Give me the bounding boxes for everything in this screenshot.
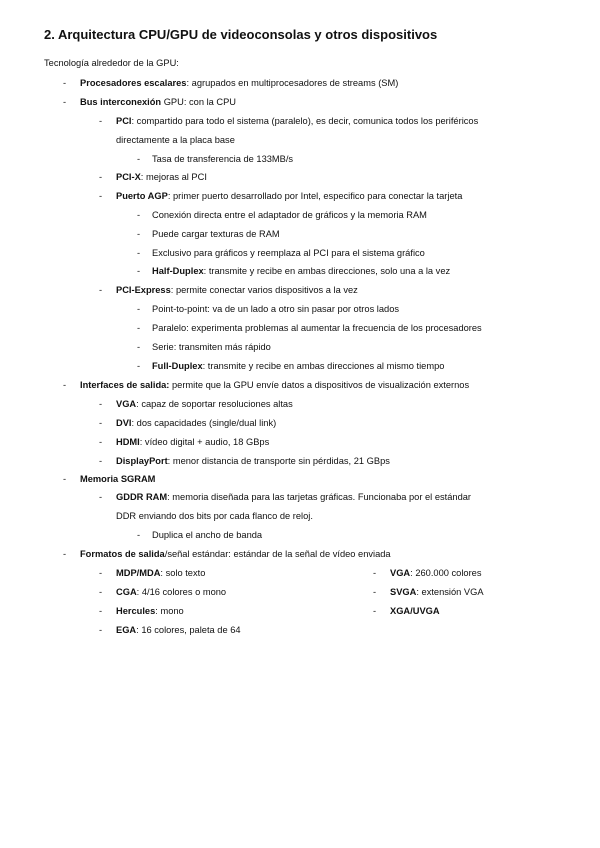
bullet: -	[63, 380, 67, 390]
list-item-output-formats: Formatos de salida/señal estándar: estándar de la señal de vídeo enviada	[80, 549, 391, 559]
list-item-processors: Procesadores escalares: agrupados en multiprocesadores de streams (SM)	[80, 78, 399, 88]
list-item-agp-3: Exclusivo para gráficos y reemplaza al PCI para el sistema gráfico	[152, 248, 425, 258]
bullet: -	[373, 568, 377, 578]
bullet: -	[99, 568, 103, 578]
list-item-gddr-continued: DDR enviando dos bits por cada flanco de reloj.	[116, 511, 313, 521]
list-item-pci-rate: Tasa de transferencia de 133MB/s	[152, 154, 294, 164]
bullet: -	[137, 530, 141, 540]
bullet: -	[99, 437, 103, 447]
bullet: -	[63, 474, 67, 484]
list-item-agp: Puerto AGP: primer puerto desarrollado por Intel, especifico para conectar la tarjeta	[116, 191, 463, 201]
bullet: -	[373, 606, 377, 616]
list-item-hdmi: HDMI: vídeo digital + audio, 18 GBps	[116, 437, 270, 447]
list-item-pcie-4: Full-Duplex: transmite y recibe en ambas direcciones al mismo tiempo	[152, 361, 445, 371]
bullet: -	[137, 323, 141, 333]
list-item-vga: VGA: capaz de soportar resoluciones altas	[116, 399, 293, 409]
bullet: -	[99, 399, 103, 409]
bullet: -	[137, 304, 141, 314]
bullet: -	[99, 285, 103, 295]
bullet: -	[137, 266, 141, 276]
bullet: -	[99, 625, 103, 635]
bullet: -	[99, 492, 103, 502]
list-item-svga: SVGA: extensión VGA	[390, 587, 484, 597]
list-item-pci-continued: directamente a la placa base	[116, 135, 235, 145]
list-item-mdp: MDP/MDA: solo texto	[116, 568, 206, 578]
bullet: -	[99, 116, 103, 126]
list-item-hercules: Hercules: mono	[116, 606, 184, 616]
list-item-ega: EGA: 16 colores, paleta de 64	[116, 625, 241, 635]
bullet: -	[99, 456, 103, 466]
bullet: -	[373, 587, 377, 597]
list-item-pci: PCI: compartido para todo el sistema (paralelo), es decir, comunica todos los periféricos	[116, 116, 479, 126]
list-item-pcix: PCI-X: mejoras al PCI	[116, 172, 207, 182]
list-item-pcie-3: Serie: transmiten más rápido	[152, 342, 271, 352]
bullet: -	[137, 342, 141, 352]
bullet: -	[99, 587, 103, 597]
list-item-gddr: GDDR RAM: memoria diseñada para las tarjetas gráficas. Funcionaba por el estándar	[116, 492, 472, 502]
intro-text: Tecnología alrededor de la GPU:	[44, 58, 179, 68]
list-item-vga-colors: VGA: 260.000 colores	[390, 568, 482, 578]
list-item-xga: XGA/UVGA	[390, 606, 440, 616]
list-item-pcie: PCI-Express: permite conectar varios dispositivos a la vez	[116, 285, 358, 295]
bullet: -	[63, 78, 67, 88]
bullet: -	[63, 97, 67, 107]
list-item-dvi: DVI: dos capacidades (single/dual link)	[116, 418, 277, 428]
bullet: -	[137, 248, 141, 258]
bullet: -	[137, 229, 141, 239]
bullet: -	[137, 210, 141, 220]
bullet: -	[99, 172, 103, 182]
bullet: -	[137, 361, 141, 371]
bullet: -	[99, 191, 103, 201]
list-item-pcie-1: Point-to-point: va de un lado a otro sin pasar por otros lados	[152, 304, 400, 314]
page-title: 2. Arquitectura CPU/GPU de videoconsolas y otros dispositivos	[44, 27, 438, 42]
list-item-output-interfaces: Interfaces de salida: permite que la GPU envíe datos a dispositivos de visualización externos	[80, 380, 470, 390]
list-item-agp-1: Conexión directa entre el adaptador de gráficos y la memoria RAM	[152, 210, 427, 220]
bullet: -	[137, 154, 141, 164]
list-item-agp-2: Puede cargar texturas de RAM	[152, 229, 280, 239]
bullet: -	[63, 549, 67, 559]
bullet: -	[99, 606, 103, 616]
list-item-gddr-1: Duplica el ancho de banda	[152, 530, 263, 540]
list-item-agp-4: Half-Duplex: transmite y recibe en ambas direcciones, solo una a la vez	[152, 266, 451, 276]
list-item-displayport: DisplayPort: menor distancia de transporte sin pérdidas, 21 GBps	[116, 456, 390, 466]
list-item-bus: Bus interconexión GPU: con la CPU	[80, 97, 237, 107]
list-item-cga: CGA: 4/16 colores o mono	[116, 587, 227, 597]
list-item-pcie-2: Paralelo: experimenta problemas al aumentar la frecuencia de los procesadores	[152, 323, 482, 333]
bullet: -	[99, 418, 103, 428]
list-item-sgram: Memoria SGRAM	[80, 474, 156, 484]
